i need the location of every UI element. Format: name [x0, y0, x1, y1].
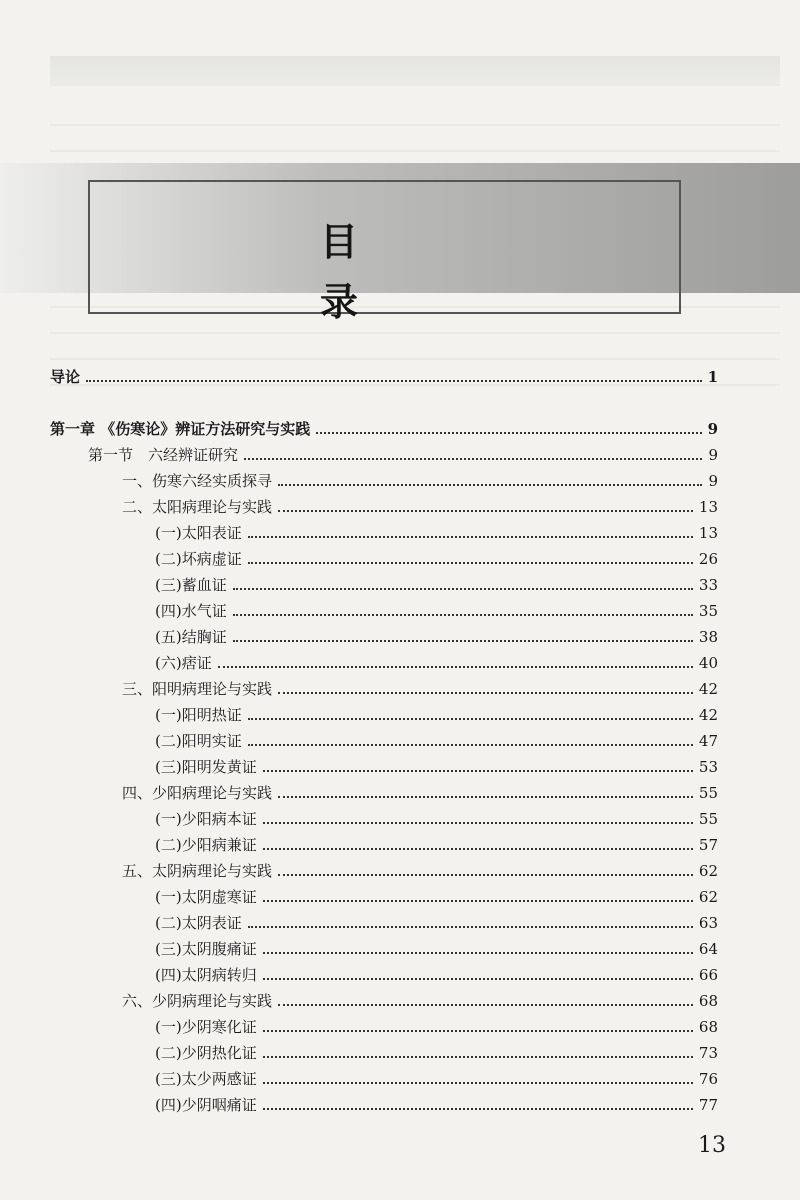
toc-entry[interactable]	[122, 988, 718, 1010]
toc-entry[interactable]	[122, 468, 718, 490]
toc-page: 1	[707, 368, 718, 386]
toc-label: 四、少阳病理论与实践	[122, 784, 273, 802]
toc-page: 66	[698, 966, 718, 984]
leader-dots	[278, 484, 702, 486]
toc-page: 13	[698, 524, 718, 542]
leader-dots	[233, 640, 693, 642]
leader-dots	[278, 692, 693, 694]
leader-dots	[263, 848, 693, 850]
toc-entry[interactable]	[155, 962, 718, 984]
toc-label: 导论	[50, 368, 81, 386]
toc-label: (三)阳明发黄证	[155, 758, 257, 776]
toc-label: (一)阳明热证	[155, 706, 242, 724]
toc-entry-intro[interactable]	[50, 364, 718, 386]
toc-page: 73	[698, 1044, 718, 1062]
leader-dots	[278, 874, 693, 876]
toc-label: (五)结胸证	[155, 628, 227, 646]
toc-label: 第一章 《伤寒论》辨证方法研究与实践	[50, 420, 311, 438]
toc-page: 68	[698, 992, 718, 1010]
toc-label: (四)水气证	[155, 602, 227, 620]
leader-dots	[263, 822, 693, 824]
toc-page: 38	[698, 628, 718, 646]
show-through-header	[50, 56, 780, 86]
toc-page: 53	[698, 758, 718, 776]
leader-dots	[263, 1082, 693, 1084]
toc-label: 第一节 六经辨证研究	[88, 446, 239, 464]
leader-dots	[248, 718, 693, 720]
toc-entry[interactable]	[155, 754, 718, 776]
toc-page: 35	[698, 602, 718, 620]
toc-label: (二)太阴表证	[155, 914, 242, 932]
toc-page: 64	[698, 940, 718, 958]
toc-page: 76	[698, 1070, 718, 1088]
leader-dots	[248, 562, 693, 564]
toc-entry[interactable]	[155, 598, 718, 620]
toc-entry-chapter[interactable]	[50, 416, 718, 438]
toc-label: (一)少阳病本证	[155, 810, 257, 828]
toc-entry[interactable]	[155, 624, 718, 646]
leader-dots	[263, 1056, 693, 1058]
toc-label: (二)坏病虚证	[155, 550, 242, 568]
toc-entry-section[interactable]	[88, 442, 718, 464]
toc-entry[interactable]	[155, 520, 718, 542]
leader-dots	[263, 1030, 693, 1032]
leader-dots	[248, 536, 693, 538]
toc-entry[interactable]	[122, 676, 718, 698]
toc-label: (二)少阳病兼证	[155, 836, 257, 854]
toc-entry[interactable]	[122, 858, 718, 880]
toc-label: 三、阳明病理论与实践	[122, 680, 273, 698]
toc-page: 9	[708, 472, 718, 490]
toc-entry[interactable]	[155, 650, 718, 672]
toc-page: 42	[698, 706, 718, 724]
toc-page: 77	[698, 1096, 718, 1114]
leader-dots	[233, 614, 693, 616]
leader-dots	[244, 458, 702, 460]
leader-dots	[278, 796, 693, 798]
toc-label: 五、太阴病理论与实践	[122, 862, 273, 880]
toc-label: (一)太阴虚寒证	[155, 888, 257, 906]
toc-label: 一、伤寒六经实质探寻	[122, 472, 273, 490]
toc-page: 47	[698, 732, 718, 750]
toc-entry[interactable]	[155, 572, 718, 594]
toc-label: (二)少阴热化证	[155, 1044, 257, 1062]
toc-page: 55	[698, 810, 718, 828]
toc-page: 42	[698, 680, 718, 698]
toc-entry[interactable]	[122, 494, 718, 516]
toc-label: (三)太阴腹痛证	[155, 940, 257, 958]
toc-page: 26	[698, 550, 718, 568]
leader-dots	[218, 666, 693, 668]
toc-entry[interactable]	[155, 936, 718, 958]
leader-dots	[86, 380, 702, 382]
leader-dots	[263, 978, 693, 980]
toc-entry[interactable]	[155, 546, 718, 568]
toc-entry[interactable]	[155, 806, 718, 828]
toc-label: 二、太阳病理论与实践	[122, 498, 273, 516]
toc-page: 63	[698, 914, 718, 932]
toc-entry[interactable]	[155, 1066, 718, 1088]
leader-dots	[248, 744, 693, 746]
toc-entry[interactable]	[122, 780, 718, 802]
toc-label: 六、少阴病理论与实践	[122, 992, 273, 1010]
toc-entry[interactable]	[155, 702, 718, 724]
toc-label: (六)痞证	[155, 654, 212, 672]
leader-dots	[248, 926, 693, 928]
toc-page: 33	[698, 576, 718, 594]
leader-dots	[278, 510, 693, 512]
page-title: 目录	[320, 219, 395, 324]
toc-page: 55	[698, 784, 718, 802]
toc-page: 13	[698, 498, 718, 516]
leader-dots	[263, 900, 693, 902]
page-number: 13	[698, 1133, 726, 1158]
toc-label: (三)蓄血证	[155, 576, 227, 594]
toc-entry[interactable]	[155, 1040, 718, 1062]
toc-label: (三)太少两感证	[155, 1070, 257, 1088]
toc-page: 9	[708, 446, 718, 464]
toc-entry[interactable]	[155, 884, 718, 906]
leader-dots	[263, 1108, 693, 1110]
toc-page: 57	[698, 836, 718, 854]
toc-page: 62	[698, 862, 718, 880]
leader-dots	[233, 588, 693, 590]
leader-dots	[263, 952, 693, 954]
toc-page: 40	[698, 654, 718, 672]
leader-dots	[316, 432, 701, 434]
toc-entry[interactable]	[155, 728, 718, 750]
toc-page: 62	[698, 888, 718, 906]
toc-label: (四)太阴病转归	[155, 966, 257, 984]
toc-label: (一)太阳表证	[155, 524, 242, 542]
toc-label: (四)少阴咽痛证	[155, 1096, 257, 1114]
toc-label: (二)阳明实证	[155, 732, 242, 750]
toc-entry[interactable]	[155, 1014, 718, 1036]
toc-page: 9	[707, 420, 718, 438]
leader-dots	[263, 770, 693, 772]
toc-entry[interactable]	[155, 832, 718, 854]
toc-label: (一)少阴寒化证	[155, 1018, 257, 1036]
leader-dots	[278, 1004, 693, 1006]
toc-entry[interactable]	[155, 910, 718, 932]
toc-page: 68	[698, 1018, 718, 1036]
toc-entry[interactable]	[155, 1092, 718, 1114]
